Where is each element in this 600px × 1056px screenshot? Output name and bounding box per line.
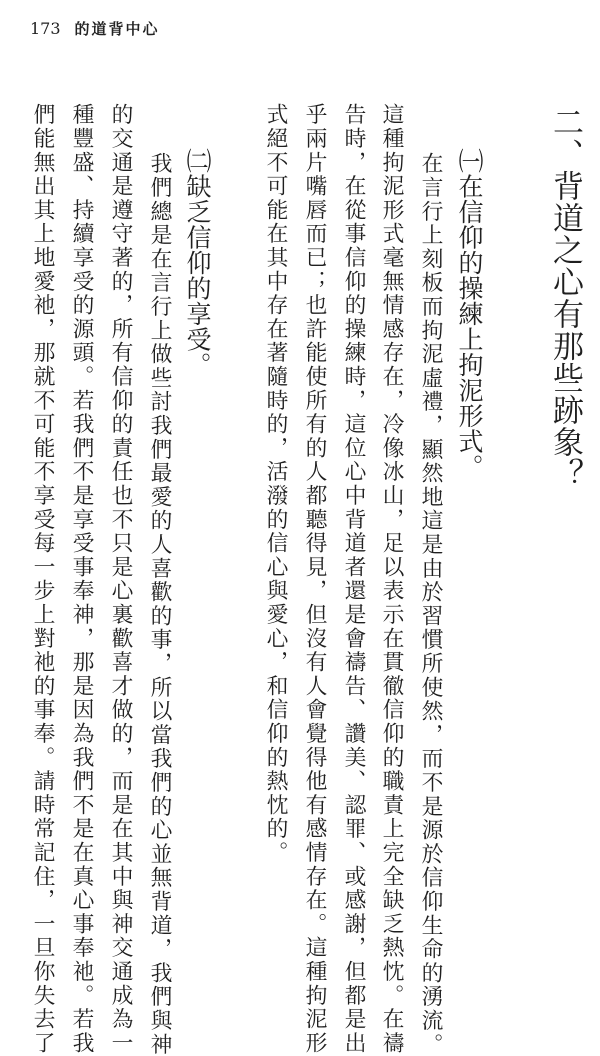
paragraph-line: 們能無出其上地愛祂，那就不可能不享受每一步上對祂的事奉。請時常記住，一旦你失去了	[30, 103, 55, 1055]
paragraph-line: 這種拘泥形式毫無情感存在，冷像冰山，足以表示在貫徹信仰的職責上完全缺乏熱忱。在禱	[379, 103, 404, 1055]
paragraph-line: 在言行上刻板而拘泥虛禮，顯然地這是由於習慣所使然，而不是源於信仰生命的湧流。	[418, 152, 443, 1056]
page-header	[30, 16, 160, 40]
subsection-heading-2: ㈡缺乏信仰的享受。	[183, 148, 212, 378]
running-title: 的道背中心	[74, 19, 160, 38]
paragraph-line: 我們總是在言行上做些討我們最愛的人喜歡的事，所以當我們的心並無背道，我們與神	[147, 152, 172, 1056]
paragraph-line: 乎兩片嘴唇而已；也許能使所有的人都聽得見，但沒有人會覺得他有感情存在。這種拘泥形	[302, 103, 327, 1055]
paragraph-line: 種豐盛、持續享受的源頭。若我們不是享受事奉神，那是因為我們不是在真心事奉祂。若我	[69, 103, 94, 1055]
paragraph-line: 的交通是遵守著的，所有信仰的責任也不只是心裏歡喜才做的，而是在其中與神交通成為一	[108, 103, 133, 1055]
page-number: 173	[30, 18, 61, 38]
paragraph-line: 式絕不可能在其中存在著隨時的，活潑的信心與愛心，和信仰的熱忱的。	[263, 103, 288, 865]
paragraph-line: 告時，在從事信仰的操練時，這位心中背道者還是會禱告、讚美、認罪、或感謝，但都是出	[341, 103, 366, 1055]
section-heading: 二、背道之心有那些跡象？	[547, 106, 583, 490]
subsection-heading-1: ㈠在信仰的操練上拘泥形式。	[455, 148, 484, 480]
